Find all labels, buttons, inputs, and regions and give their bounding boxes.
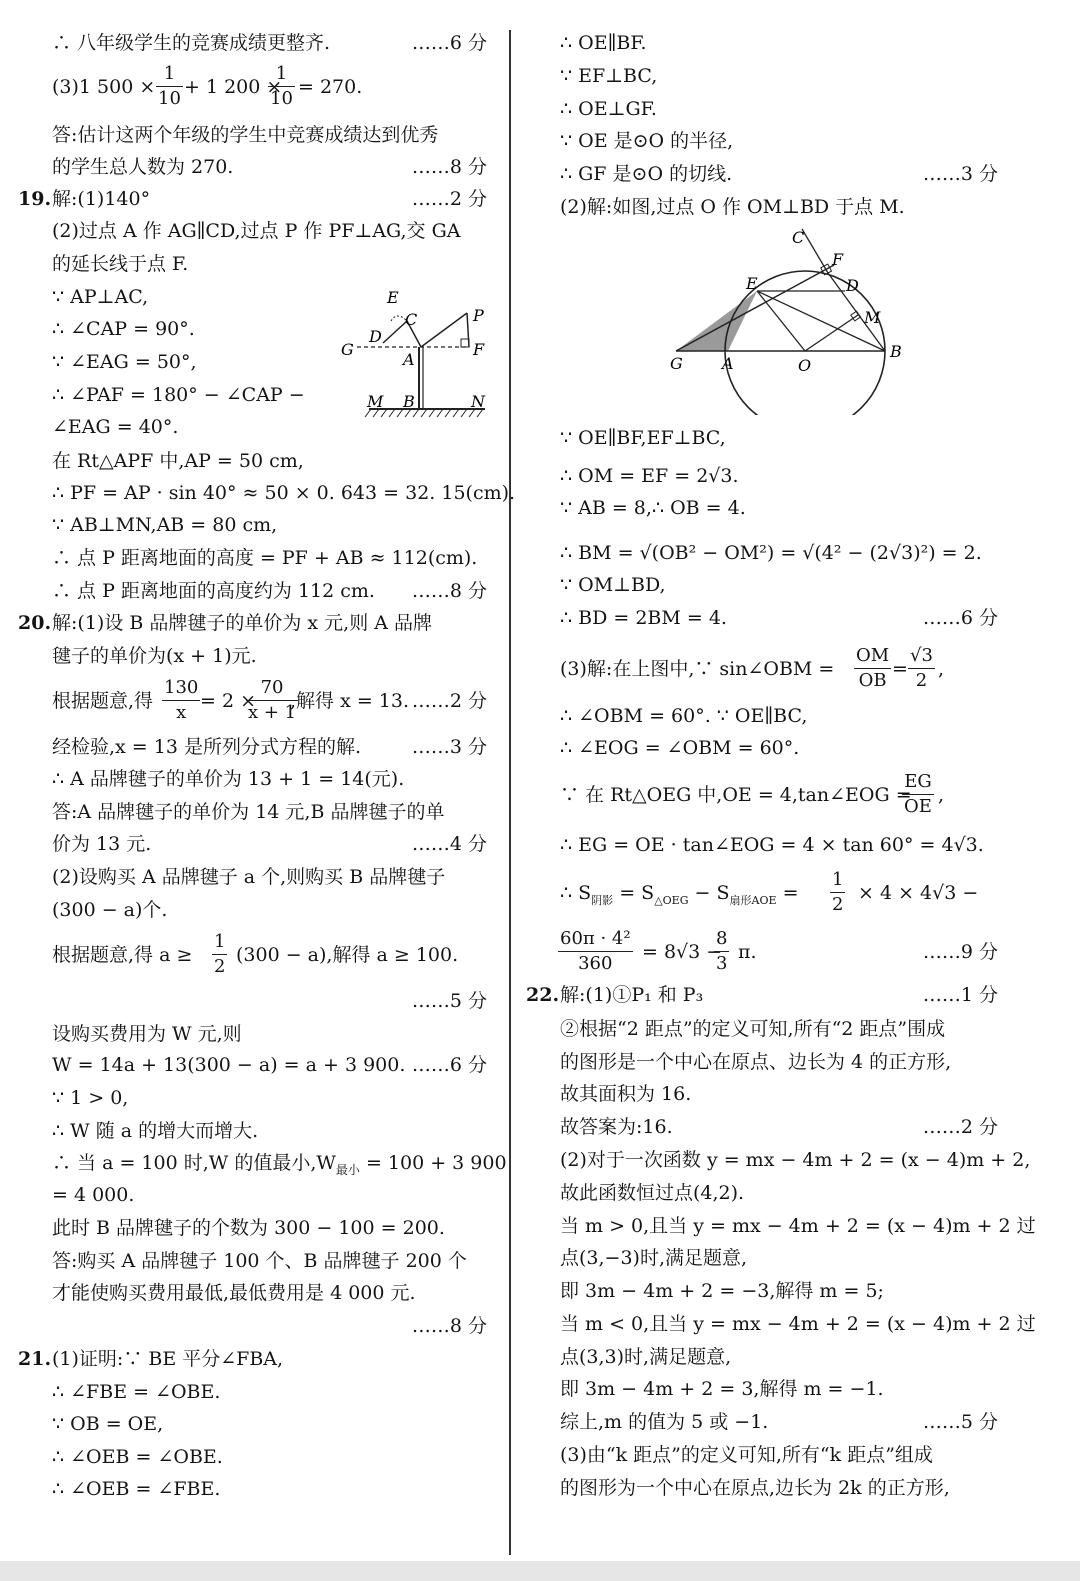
line [518,701,1080,731]
line-text: 解:(1)①P₁ 和 P₃ [560,984,704,1006]
line [0,63,505,112]
label-B: B [403,392,415,411]
line-text: (1)证明:∵ BE 平分∠FBA, [52,1348,284,1370]
line [0,478,516,508]
line-text: ∵ OE∥BF,EF⊥BC, [560,427,726,449]
score: ……8 分 [411,156,487,178]
line [0,764,505,794]
label-D: D [369,327,382,346]
line-text: ∴ A 品牌毽子的单价为 13 + 1 = 14(元). [52,768,405,790]
line [0,931,505,980]
line-text: ∵ OM⊥BD, [560,574,666,596]
score: ……2 分 [922,1116,998,1138]
fraction [268,62,295,111]
question-number: 21. [18,1348,52,1370]
line-text: 在 Rt△APF 中,AP = 50 cm, [52,450,304,472]
line-text: 故此函数恒过点(4,2). [560,1182,745,1204]
numerator: 8 [714,927,729,952]
numerator: 60π · 4² [558,927,633,952]
line [518,1079,1080,1109]
line [0,28,505,58]
line-text: 的学生总人数为 270. [52,156,234,178]
line-text: = 270. [298,76,363,98]
line-text: 的图形为一个中心在原点,边长为 2k 的正方形, [560,1477,950,1499]
fraction [714,927,729,976]
line-text: 当 m > 0,且当 y = mx − 4m + 2 = (x − 4)m + 2 过 [560,1215,1036,1237]
line-text: 点(3,3)时,满足题意, [560,1346,732,1368]
line-text: ∴ OE∥BF. [560,32,647,54]
line-text: 点(3,−3)时,满足题意, [560,1247,748,1269]
fraction [902,770,934,819]
label-G: G [670,354,683,373]
line-text: ∵ AP⊥AC, [52,286,149,308]
line [0,446,505,476]
line [0,895,505,925]
line [0,184,505,214]
score: ……3 分 [411,736,487,758]
line-text: ∵ 在 Rt△OEG 中,OE = 4,tan∠EOG = [560,784,912,806]
subscript: 阴影 [591,893,614,907]
line-text: ∴ ∠CAP = 90°. [52,318,195,340]
score: ……1 分 [922,984,998,1006]
line-text: ∴ BM = √(OB² − OM²) = √(4² − (2√3)²) = 2. [560,542,982,564]
line-text: = 2 × [200,690,257,712]
line-text: 经检验,x = 13 是所列分式方程的解. [52,736,362,758]
line [0,677,505,726]
line [0,1116,505,1146]
line-text: 才能使购买费用最低,最低费用是 4 000 元. [52,1282,416,1304]
text-part: − S [694,882,730,904]
line-text: , [938,658,945,680]
line-text: 故其面积为 16. [560,1083,692,1105]
line [518,1178,1080,1208]
line [0,1019,505,1049]
line [0,797,505,827]
line [0,1474,505,1504]
line-text: (2)设购买 A 品牌毽子 a 个,则购买 B 品牌毽子 [52,866,446,888]
line-text: 价为 13 元. [52,833,152,855]
line-text: = 4 000. [52,1184,135,1206]
line-text: 答:A 品牌毽子的单价为 14 元,B 品牌毽子的单 [52,801,445,823]
denominator: 10 [158,88,181,109]
line [0,1311,505,1341]
line-text: ∴ OM = EF = 2√3. [560,465,739,487]
line-text: ∵ OB = OE, [52,1413,164,1435]
line-text: ∴ PF = AP · sin 40° ≈ 50 × 0. 643 = 32. 15(cm). [52,482,516,504]
line-text: (2)对于一次函数 y = mx − 4m + 2 = (x − 4)m + 2, [560,1149,1031,1171]
label-B: B [890,342,902,361]
subscript: 最小 [335,1162,360,1177]
line-text: (2)过点 A 作 AG∥CD,过点 P 作 PF⊥AG,交 GA [52,220,461,242]
line-text: + 1 200 × [184,76,283,98]
line [518,126,1080,156]
label-C: C [405,310,418,329]
line [0,862,505,892]
line [518,159,1080,189]
line-text: 即 3m − 4m + 2 = 3,解得 m = −1. [560,1378,884,1400]
column-divider [509,30,511,1555]
score: ……8 分 [411,580,487,602]
line [0,1050,505,1080]
line [518,423,1080,453]
line-text: ∴ ∠OBM = 60°. ∵ OE∥BC, [560,705,808,727]
line [518,1309,1080,1339]
label-D: D [846,276,859,295]
fraction [854,644,891,693]
line [0,216,505,246]
line [0,1213,505,1243]
text-part: ∴ 当 a = 100 时,W 的值最小,W [52,1152,336,1174]
line-text: ∠EAG = 40°. [52,416,179,438]
question-number: 20. [18,612,52,634]
line-text: × 4 × 4√3 − [858,882,979,904]
line-text: W = 14a + 13(300 − a) = a + 3 900. [52,1054,406,1076]
fraction [908,644,935,693]
question-number: 19. [18,188,52,210]
line-text [560,878,798,916]
denominator: x [176,702,187,723]
numerator: √3 [908,644,935,669]
score: ……6 分 [411,32,487,54]
numerator: 1 [212,930,227,955]
line-text: (3)由“k 距点”的定义可知,所有“k 距点”组成 [560,1444,933,1466]
score: ……3 分 [922,163,998,185]
numerator: 1 [830,868,845,893]
text-part: = S [619,882,655,904]
line [518,94,1080,124]
fraction [162,676,200,725]
line [518,538,1080,568]
line [0,1442,505,1472]
line-text: ∵ ∠EAG = 50°, [52,351,197,373]
score: ……2 分 [411,188,487,210]
line [518,28,1080,58]
label-E: E [746,274,758,293]
score: ……5 分 [922,1411,998,1433]
denominator: 360 [578,953,613,974]
line-text: 根据题意,得 a ≥ [52,944,193,966]
line-text: 当 m < 0,且当 y = mx − 4m + 2 = (x − 4)m + 2 过 [560,1313,1036,1335]
right-column [518,0,1080,1581]
score: ……9 分 [922,941,998,963]
numerator: 1 [268,62,295,87]
line [0,576,505,606]
denominator: OB [858,670,887,691]
label-A: A [722,354,734,373]
fraction [156,62,183,111]
line [518,1374,1080,1404]
line [0,1377,505,1407]
label-P: P [473,306,484,325]
numerator: 70 [246,676,298,701]
line [518,1473,1080,1503]
line-text: 的延长线于点 F. [52,253,189,275]
denominator: 2 [214,956,226,977]
label-C: C [792,228,805,247]
line [0,120,505,150]
line [518,493,1080,523]
line-text: 设购买费用为 W 元,则 [52,1023,242,1045]
score: ……5 分 [411,990,487,1012]
line [0,249,505,279]
line-text: 的图形是一个中心在原点、边长为 4 的正方形, [560,1051,952,1073]
line-text: , [938,784,945,806]
line-text: 根据题意,得 [52,690,154,712]
line [0,1246,505,1276]
line [518,1014,1080,1044]
label-E: E [387,288,399,307]
line [518,1145,1080,1175]
line [518,928,1080,977]
line-text: ∴ EG = OE · tan∠EOG = 4 × tan 60° = 4√3. [560,834,984,856]
score: ……6 分 [411,1054,487,1076]
line-text: ∴ OE⊥GF. [560,98,657,120]
denominator: x + 1 [248,702,297,723]
line [0,1180,505,1210]
fraction [212,930,227,979]
line [518,461,1080,491]
line [0,641,505,671]
line [0,152,505,182]
line-text: 答:估计这两个年级的学生中竞赛成绩达到优秀 [52,124,439,146]
line [518,1342,1080,1372]
line [518,1407,1080,1437]
numerator: 130 [162,676,200,701]
denominator: 10 [270,88,293,109]
line-text: 解:(1)140° [52,188,151,210]
question-number: 22. [526,984,560,1006]
line-text: (2)解:如图,过点 O 作 OM⊥BD 于点 M. [560,196,905,218]
line-text: ∴ ∠PAF = 180° − ∠CAP − [52,384,305,406]
line [518,1276,1080,1306]
figure-19 [335,285,495,425]
label-O: O [798,356,812,375]
line-text: ②根据“2 距点”的定义可知,所有“2 距点”围成 [560,1018,946,1040]
line [518,771,1080,820]
line-text: 此时 B 品牌毽子的个数为 300 − 100 = 200. [52,1217,445,1239]
line [518,1211,1080,1241]
score: ……6 分 [922,607,998,629]
line-text: ∵ 1 > 0, [52,1087,129,1109]
line-text: ∵ AB = 8,∴ OB = 4. [560,497,746,519]
text-part: = [782,882,799,904]
line-text: = [892,658,908,680]
line-text: ∵ AB⊥MN,AB = 80 cm, [52,514,278,536]
line [0,986,505,1016]
score: ……2 分 [411,690,487,712]
line [518,1112,1080,1142]
figure-21 [668,225,918,415]
line [0,1278,505,1308]
line [0,829,505,859]
line [518,570,1080,600]
line [0,1083,505,1113]
text-part: = 100 + 3 900 [365,1152,507,1174]
line [518,603,1080,633]
denominator: 2 [832,894,844,915]
line-text: 答:购买 A 品牌毽子 100 个、B 品牌毽子 200 个 [52,1250,467,1272]
line [518,1440,1080,1470]
label-F: F [473,340,485,359]
line-text: ∴ GF 是⊙O 的切线. [560,163,733,185]
line-text: ∴ 点 P 距离地面的高度 = PF + AB ≈ 112(cm). [52,547,478,569]
line-text: (300 − a),解得 a ≥ 100. [236,944,459,966]
denominator: 3 [716,953,728,974]
line-text: (3)1 500 × [52,76,156,98]
left-column [0,0,516,1581]
line [0,608,505,638]
line-text: 即 3m − 4m + 2 = −3,解得 m = 5; [560,1280,884,1302]
label-M: M [864,308,881,327]
line [518,1047,1080,1077]
line-text: 故答案为:16. [560,1116,673,1138]
line [518,980,1080,1010]
line [0,543,505,573]
line-text: ∴ ∠OEB = ∠FBE. [52,1478,221,1500]
bottom-strip [0,1561,1080,1581]
line-text: = 8√3 − [642,941,723,963]
line-text: 解:(1)设 B 品牌毽子的单价为 x 元,则 A 品牌 [52,612,432,634]
line-text: (3)解:在上图中,∵ sin∠OBM = [560,658,835,680]
line-text: ∴ ∠EOG = ∠OBM = 60°. [560,737,800,759]
line [0,1409,505,1439]
fraction [830,868,845,917]
line [0,1148,505,1178]
numerator: OM [854,644,891,669]
score: ……4 分 [411,833,487,855]
score: ……8 分 [411,1315,487,1337]
line [518,645,1080,694]
subscript: 扇形AOE [729,893,777,907]
line-text: ∴ ∠OEB = ∠OBE. [52,1446,223,1468]
line [518,869,1080,918]
numerator: EG [902,770,934,795]
line [518,1243,1080,1273]
line-text: ∴ BD = 2BM = 4. [560,607,727,629]
line [0,510,505,540]
label-A: A [403,350,415,369]
fraction [558,927,633,976]
line-text: ∵ OE 是⊙O 的半径, [560,130,734,152]
line-text: ∵ EF⊥BC, [560,65,658,87]
subscript: △OEG [654,893,689,907]
denominator: OE [904,796,932,817]
line-text: ,解得 x = 13. [290,690,410,712]
line [518,830,1080,860]
line-text: ∴ ∠FBE = ∠OBE. [52,1381,221,1403]
line-text: (300 − a)个. [52,899,168,921]
denominator: 2 [915,670,928,691]
label-F: F [832,250,844,269]
line [0,732,505,762]
line [518,192,1080,222]
line-text: π. [738,941,757,963]
line [518,61,1080,91]
line-text: ∴ W 随 a 的增大而增大. [52,1120,259,1142]
line [518,733,1080,763]
text-part: ∴ S [560,882,592,904]
line [0,1344,505,1374]
line-text: 综上,m 的值为 5 或 −1. [560,1411,769,1433]
line-text: 毽子的单价为(x + 1)元. [52,645,257,667]
label-G: G [341,340,354,359]
label-N: N [471,392,485,411]
line-text: ∴ 点 P 距离地面的高度约为 112 cm. [52,580,375,602]
numerator: 1 [156,62,183,87]
label-M: M [367,392,384,411]
line-text: ∴ 八年级学生的竞赛成绩更整齐. [52,32,331,54]
